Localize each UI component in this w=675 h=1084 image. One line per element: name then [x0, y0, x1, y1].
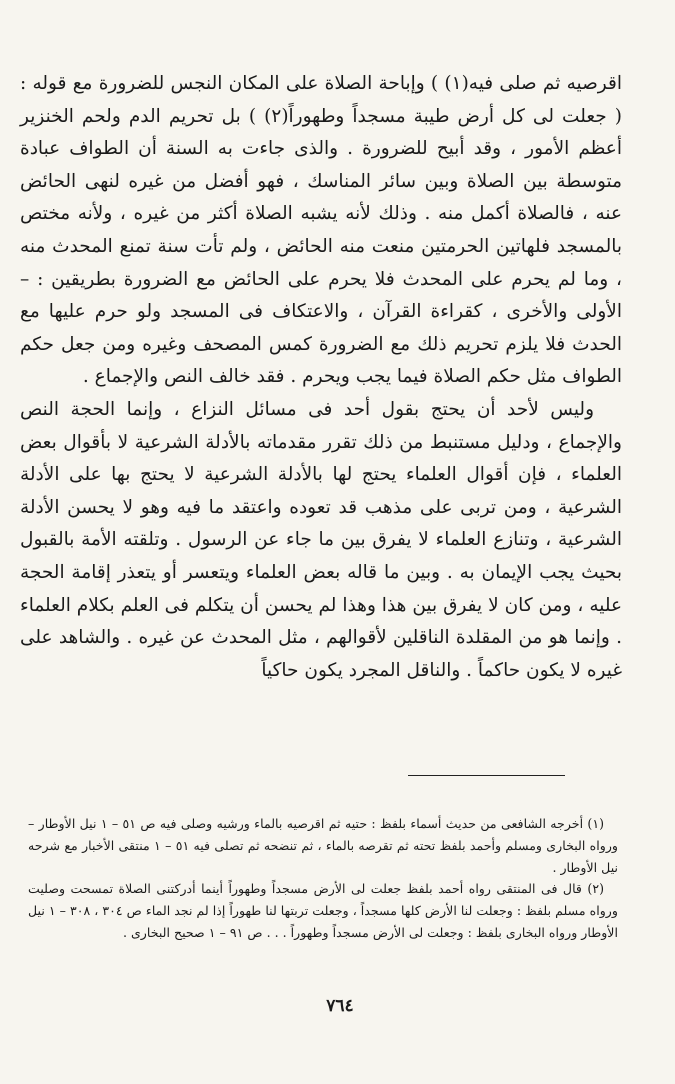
footnote-1: (١) أخرجه الشافعى من حديث أسماء بلفظ : حتيه ثم اقرصيه بالماء ورشيه وصلى فيه ص ٥١ – ١ نيل الأوطار – ورواه البخارى ومسلم وأحمد بلفظ تحته ثم تقرصه بالماء ، ثم تنضحه ثم تصلى فيه ٥١ – ١ منتقى الأخبار مع شرحه نيل الأوطار .	[28, 816, 618, 875]
main-text	[20, 68, 622, 687]
paragraph-2: وليس لأحد أن يحتج بقول أحد فى مسائل النزاع ، وإنما الحجة النص والإجماع ، ودليل مستنبط من ذلك تقرر مقدماته بالأدلة الشرعية لا بأقوال بعض العلماء ، فإن أقوال العلماء يحتج لها بالأدلة الشرعية لا يحتج بها على الأدلة الشرعية ، ومن تربى على مذهب قد تعوده واعتقد ما فيه وهو لا يحسن الأدلة الشرعية ، وتنازع العلماء لا يفرق بين ما جاء عن الرسول . وتلقته الأمة بالقبول بحيث يجب الإيمان به . وبين ما قاله بعض العلماء ويتعسر أو يتعذر إقامة الحجة عليه ، ومن كان لا يفرق بين هذا وهذا لم يحسن أن يتكلم فى العلم بكلام العلماء . وإنما هو من المقلدة الناقلين لأقوالهم ، مثل المحدث عن غيره . والشاهد على غيره لا يكون حاكماً . والناقل المجرد يكون حاكياً	[20, 398, 622, 681]
footnote-divider	[408, 775, 565, 776]
page-number: ٧٦٤	[326, 996, 354, 1016]
footnote-2: (٢) قال فى المنتقى رواه أحمد بلفظ جعلت لى الأرض مسجداً وطهوراً أينما أدركتنى الصلاة تمسحت وصليت ورواه مسلم بلفظ : وجعلت لنا الأرض كلها مسجداً ، وجعلت تربتها لنا طهوراً إذا لم نجد الماء ص ٣٠٤ ، ٣٠٨ – ١ نيل الأوطار ورواه البخارى بلفظ : وجعلت لى الأرض مسجداً وطهوراً . . . ص ٩١ – ١ صحيح البخارى .	[28, 881, 618, 940]
footnotes	[28, 813, 618, 944]
paragraph-1: اقرصيه ثم صلى فيه(١) ) وإباحة الصلاة على المكان النجس للضرورة مع قوله : ( جعلت لى كل أرض طيبة مسجداً وطهوراً(٢) ) بل تحريم الدم ولحم الخنزير أعظم الأمور ، وقد أبيح للضرورة . والذى جاءت به السنة أن الطواف عبادة متوسطة بين الصلاة وبين سائر المناسك ، فهو أفضل من غيره لنهى الحائض عنه ، فالصلاة أكمل منه . وذلك لأنه يشبه الصلاة أكثر من غيره ، ولأنه مختص بالمسجد فلهاتين الحرمتين منعت منه الحائض ، ولم تأت سنة تمنع المحدث منه ، وما لم يحرم على المحدث فلا يحرم على الحائض مع الضرورة بطريقين : – الأولى والأخرى ، كقراءة القرآن ، والاعتكاف فى المسجد ولو حرم عليها مع الحدث فلا يلزم تحريم ذلك مع الضرورة كمس المصحف وغيره ومن جعل حكم الطواف مثل حكم الصلاة فيما يجب ويحرم . فقد خالف النص والإجماع .	[20, 73, 622, 388]
